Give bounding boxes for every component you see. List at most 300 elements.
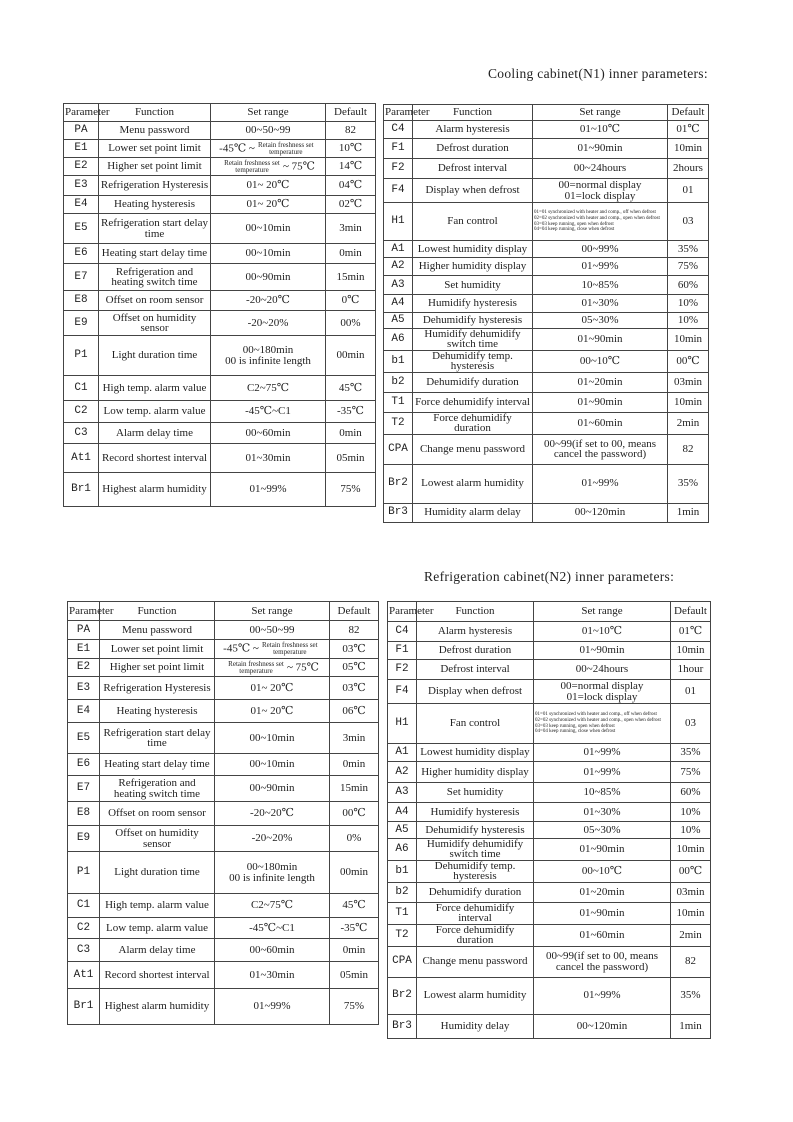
param-function: Change menu password: [417, 946, 534, 977]
param-default: 45℃: [326, 376, 376, 401]
param-function: Refrigeration Hysteresis: [100, 677, 215, 700]
param-set-range: -20~20℃: [215, 802, 330, 826]
param-set-range: 00~50~99: [215, 621, 330, 640]
table-row: [68, 723, 379, 754]
param-default: -35℃: [330, 918, 379, 939]
param-set-range: -20~20℃: [211, 291, 326, 311]
table-row: [68, 894, 379, 918]
table-row: [388, 622, 711, 642]
param-set-range: 01~90min: [534, 839, 671, 861]
table-row: [388, 860, 711, 882]
param-default: 01℃: [671, 622, 711, 642]
table-row: [68, 659, 379, 677]
param-set-range: 00~10min: [211, 214, 326, 244]
param-code: E6: [64, 244, 99, 264]
param-set-range: 00~60min: [215, 939, 330, 962]
table-row: [384, 412, 709, 434]
header-row: [68, 602, 379, 621]
param-set-range: 10~85%: [534, 783, 671, 803]
param-code: A2: [384, 258, 413, 276]
param-code: E1: [68, 640, 100, 659]
param-default: 1hour: [671, 660, 711, 680]
param-function: Humidity alarm delay: [413, 503, 533, 522]
param-set-range: -45℃~C1: [211, 401, 326, 423]
param-function: Lowest humidity display: [417, 744, 534, 762]
table-row: [68, 802, 379, 826]
param-default: 05min: [326, 444, 376, 473]
fan-mode-option: 04=04 keep running, close when defrost: [535, 729, 616, 735]
param-set-range: 01~99%: [533, 258, 668, 276]
table-row: [64, 376, 376, 401]
param-function: Menu password: [100, 621, 215, 640]
param-set-range: 00~60min: [211, 423, 326, 444]
range-value: -45℃ ~: [223, 642, 259, 655]
param-set-range: 00~120min: [533, 503, 668, 522]
param-set-range: 01~99%: [534, 762, 671, 783]
param-default: 0min: [326, 423, 376, 444]
param-set-range: C2~75℃: [215, 894, 330, 918]
param-default: 00℃: [668, 350, 709, 372]
param-code: A4: [388, 803, 417, 822]
table-row: [388, 783, 711, 803]
range-note: Retain freshness set temperature: [224, 158, 280, 174]
table-row: [384, 159, 709, 179]
param-default: 75%: [330, 989, 379, 1025]
param-function: Heating start delay time: [99, 244, 211, 264]
table-row: [64, 176, 376, 196]
param-set-range: 01~20min: [534, 882, 671, 902]
param-function: Humidify dehumidify switch time: [417, 839, 534, 861]
range-note: Retain freshness set temperature: [262, 641, 318, 656]
param-code: CPA: [384, 434, 413, 464]
param-function: Offset on humidity sensor: [100, 826, 215, 852]
param-code: Br2: [388, 977, 417, 1014]
param-code: E5: [64, 214, 99, 244]
param-function: Higher humidity display: [417, 762, 534, 783]
table-row: [68, 939, 379, 962]
param-function: Refrigeration Hysteresis: [99, 176, 211, 196]
section-title: Refrigeration cabinet(N2) inner parameters:: [424, 569, 675, 584]
table-row: [64, 214, 376, 244]
param-set-range: 01~99%: [534, 977, 671, 1014]
param-set-range: 01~30%: [533, 295, 668, 313]
fan-mode-option: 03=03 keep running, open when defrost: [534, 221, 614, 227]
param-function: Heating start delay time: [100, 754, 215, 776]
param-code: E8: [68, 802, 100, 826]
table-row: [68, 621, 379, 640]
param-set-range: 01~99%: [533, 464, 668, 503]
fan-mode-option: 02=02 synchronized with heater and comp., open when defrost: [534, 215, 660, 221]
table-row: [384, 464, 709, 503]
param-set-range: 01~ 20℃: [211, 196, 326, 214]
param-code: CPA: [388, 946, 417, 977]
param-code: F2: [388, 660, 417, 680]
param-set-range: [211, 140, 326, 158]
table-row: [64, 140, 376, 158]
table-row: [384, 295, 709, 313]
param-code: C1: [68, 894, 100, 918]
param-function: Set humidity: [417, 783, 534, 803]
param-code: A5: [384, 313, 413, 329]
param-function: Fan control: [413, 203, 533, 241]
table-row: [388, 744, 711, 762]
param-code: Br1: [68, 989, 100, 1025]
table-row: [384, 434, 709, 464]
param-function: Force dehumidify duration: [413, 412, 533, 434]
param-function: Lowest alarm humidity: [413, 464, 533, 503]
table-row: [388, 822, 711, 839]
header-parameter: Parameter: [68, 602, 100, 621]
table-row: [384, 241, 709, 258]
param-function: Highest alarm humidity: [100, 989, 215, 1025]
range-note: Retain freshness set temperature: [258, 140, 314, 156]
param-default: 0℃: [326, 291, 376, 311]
param-set-range: 01~99%: [211, 473, 326, 507]
param-code: E2: [64, 158, 99, 176]
range-line: 00 is infinite length: [225, 354, 311, 367]
header-set-range: Set range: [211, 104, 326, 122]
param-default: 10min: [668, 329, 709, 351]
param-function: Humidity delay: [417, 1014, 534, 1038]
param-set-range: 01~60min: [534, 924, 671, 946]
table-row: [384, 503, 709, 522]
param-code: Br3: [384, 503, 413, 522]
param-function: Alarm hysteresis: [413, 121, 533, 139]
param-set-range: 00~10min: [215, 723, 330, 754]
param-code: F4: [388, 680, 417, 704]
param-function: Defrost interval: [417, 660, 534, 680]
param-set-range: 00~10min: [215, 754, 330, 776]
param-set-range: 00~90min: [211, 264, 326, 291]
param-set-range: 05~30%: [534, 822, 671, 839]
table-row: [384, 350, 709, 372]
param-function: Dehumidify duration: [413, 372, 533, 392]
param-function: Dehumidify temp. hysteresis: [413, 350, 533, 372]
param-default: 2min: [671, 924, 711, 946]
param-set-range: [211, 336, 326, 376]
param-function: Lowest alarm humidity: [417, 977, 534, 1014]
range-line: cancel the password): [553, 448, 647, 461]
header-default: Default: [330, 602, 379, 621]
param-set-range: -20~20%: [211, 311, 326, 336]
param-code: F1: [388, 642, 417, 660]
header-set-range: Set range: [215, 602, 330, 621]
range-value: ~ 75℃: [282, 160, 315, 173]
param-default: 2hours: [668, 159, 709, 179]
param-function: Refrigeration and heating switch time: [100, 776, 215, 802]
param-code: E9: [68, 826, 100, 852]
param-default: 35%: [668, 241, 709, 258]
param-default: 10%: [671, 822, 711, 839]
param-code: T1: [384, 392, 413, 412]
param-function: Humidify hysteresis: [413, 295, 533, 313]
param-function: Dehumidify hysteresis: [413, 313, 533, 329]
param-function: Low temp. alarm value: [100, 918, 215, 939]
param-default: 75%: [671, 762, 711, 783]
param-code: A6: [388, 839, 417, 861]
param-code: E5: [68, 723, 100, 754]
param-default: 15min: [330, 776, 379, 802]
param-set-range: 01~90min: [533, 329, 668, 351]
param-function: Force dehumidify duration: [417, 924, 534, 946]
table-row: [384, 276, 709, 295]
param-code: E7: [64, 264, 99, 291]
param-code: Br2: [384, 464, 413, 503]
table-row: [388, 803, 711, 822]
param-default: 10min: [668, 392, 709, 412]
table-row: [384, 258, 709, 276]
param-function: Lowest humidity display: [413, 241, 533, 258]
param-code: A3: [384, 276, 413, 295]
range-value: ~ 75℃: [286, 661, 319, 674]
param-function: Higher set point limit: [100, 659, 215, 677]
param-default: 35%: [671, 744, 711, 762]
param-function: Fan control: [417, 704, 534, 744]
param-default: 01℃: [668, 121, 709, 139]
range-line: 00=normal display: [558, 179, 642, 192]
param-set-range: 00~24hours: [534, 660, 671, 680]
table-row: [64, 122, 376, 140]
param-set-range: 01~10℃: [533, 121, 668, 139]
param-code: A1: [384, 241, 413, 258]
parameter-table-right: [383, 104, 709, 523]
param-code: At1: [64, 444, 99, 473]
table-row: [388, 977, 711, 1014]
table-row: [388, 946, 711, 977]
param-function: Refrigeration start delay time: [100, 723, 215, 754]
param-default: 10%: [671, 803, 711, 822]
param-code: E6: [68, 754, 100, 776]
param-function: Low temp. alarm value: [99, 401, 211, 423]
param-default: 10min: [671, 902, 711, 924]
param-default: 03min: [671, 882, 711, 902]
parameter-table-left: [63, 103, 376, 507]
param-default: 02℃: [326, 196, 376, 214]
param-function: Higher set point limit: [99, 158, 211, 176]
param-code: b1: [384, 350, 413, 372]
param-set-range: 00~10min: [211, 244, 326, 264]
table-row: [68, 640, 379, 659]
fan-mode-option: 01=01 synchronized with heater and comp., off when defrost: [535, 712, 657, 717]
param-default: 00℃: [330, 802, 379, 826]
param-default: 3min: [330, 723, 379, 754]
param-function: Force dehumidify interval: [417, 902, 534, 924]
param-set-range: [533, 179, 668, 203]
param-code: A4: [384, 295, 413, 313]
table-row: [384, 121, 709, 139]
table-row: [388, 762, 711, 783]
param-set-range: 05~30%: [533, 313, 668, 329]
param-default: 82: [668, 434, 709, 464]
table-row: [68, 826, 379, 852]
param-default: 1min: [668, 503, 709, 522]
param-default: 10%: [668, 295, 709, 313]
param-default: 35%: [671, 977, 711, 1014]
param-set-range: [533, 203, 668, 241]
section-title: Cooling cabinet(N1) inner parameters:: [488, 66, 708, 81]
param-code: A2: [388, 762, 417, 783]
param-function: Heating hysteresis: [100, 700, 215, 723]
param-code: E1: [64, 140, 99, 158]
fan-mode-option: 03=03 keep running, open when defrost: [535, 723, 615, 729]
table-row: [388, 660, 711, 680]
param-function: Alarm delay time: [99, 423, 211, 444]
header-set-range: Set range: [533, 105, 668, 121]
param-code: b1: [388, 860, 417, 882]
param-default: 10min: [671, 642, 711, 660]
param-default: 3min: [326, 214, 376, 244]
table-row: [388, 839, 711, 861]
header-default: Default: [668, 105, 709, 121]
table-row: [388, 924, 711, 946]
param-default: 00min: [326, 336, 376, 376]
param-default: 0min: [330, 939, 379, 962]
param-function: Menu password: [99, 122, 211, 140]
param-default: -35℃: [326, 401, 376, 423]
header-default: Default: [671, 602, 711, 622]
param-code: C2: [64, 401, 99, 423]
param-code: At1: [68, 962, 100, 989]
table-row: [68, 776, 379, 802]
param-default: 2min: [668, 412, 709, 434]
param-code: T2: [388, 924, 417, 946]
param-default: 0min: [330, 754, 379, 776]
param-code: C4: [388, 622, 417, 642]
table-row: [388, 902, 711, 924]
fan-mode-option: 02=02 synchronized with heater and comp., open when defrost: [535, 717, 661, 723]
param-default: 05℃: [330, 659, 379, 677]
table-row: [384, 329, 709, 351]
param-function: Refrigeration start delay time: [99, 214, 211, 244]
table-row: [64, 444, 376, 473]
param-code: T2: [384, 412, 413, 434]
table-row: [68, 962, 379, 989]
header-row: [388, 602, 711, 622]
range-line: 01=lock display: [566, 690, 638, 703]
table-row: [384, 139, 709, 159]
param-function: Change menu password: [413, 434, 533, 464]
param-code: C1: [64, 376, 99, 401]
table-row: [64, 291, 376, 311]
param-default: 10min: [668, 139, 709, 159]
table-row: [68, 918, 379, 939]
param-function: Defrost interval: [413, 159, 533, 179]
param-function: High temp. alarm value: [100, 894, 215, 918]
param-default: 00℃: [671, 860, 711, 882]
table-row: [68, 700, 379, 723]
param-set-range: [215, 659, 330, 677]
param-code: E3: [68, 677, 100, 700]
table-row: [388, 882, 711, 902]
param-set-range: 01~ 20℃: [211, 176, 326, 196]
param-set-range: -20~20%: [215, 826, 330, 852]
param-function: High temp. alarm value: [99, 376, 211, 401]
param-set-range: -45℃~C1: [215, 918, 330, 939]
table-row: [68, 754, 379, 776]
param-default: 01: [668, 179, 709, 203]
table-row: [388, 680, 711, 704]
param-code: F2: [384, 159, 413, 179]
param-function: Offset on humidity sensor: [99, 311, 211, 336]
param-set-range: [534, 946, 671, 977]
param-code: PA: [68, 621, 100, 640]
param-function: Offset on room sensor: [99, 291, 211, 311]
table-row: [64, 401, 376, 423]
param-function: Dehumidify hysteresis: [417, 822, 534, 839]
param-code: E7: [68, 776, 100, 802]
table-row: [64, 244, 376, 264]
param-set-range: 01~30%: [534, 803, 671, 822]
header-parameter: Parameter: [388, 602, 417, 622]
parameter-table-right: [387, 601, 711, 1039]
table-row: [384, 372, 709, 392]
header-default: Default: [326, 104, 376, 122]
param-set-range: 01~90min: [533, 139, 668, 159]
param-set-range: 01~90min: [534, 902, 671, 924]
param-code: Br1: [64, 473, 99, 507]
param-set-range: 00~120min: [534, 1014, 671, 1038]
param-default: 82: [326, 122, 376, 140]
param-default: 03: [671, 704, 711, 744]
param-code: A3: [388, 783, 417, 803]
param-function: Defrost duration: [413, 139, 533, 159]
table-row: [388, 642, 711, 660]
header-function: Function: [417, 602, 534, 622]
param-function: Record shortest interval: [100, 962, 215, 989]
param-code: C4: [384, 121, 413, 139]
param-function: Light duration time: [100, 852, 215, 894]
param-default: 35%: [668, 464, 709, 503]
table-row: [388, 704, 711, 744]
param-default: 03: [668, 203, 709, 241]
range-value: -45℃ ~: [219, 142, 255, 155]
param-function: Alarm delay time: [100, 939, 215, 962]
param-code: E4: [68, 700, 100, 723]
header-parameter: Parameter: [384, 105, 413, 121]
table-row: [64, 423, 376, 444]
param-code: T1: [388, 902, 417, 924]
table-row: [68, 852, 379, 894]
param-set-range: 01~60min: [533, 412, 668, 434]
param-code: F4: [384, 179, 413, 203]
param-code: H1: [384, 203, 413, 241]
param-set-range: 01~30min: [215, 962, 330, 989]
param-code: C3: [68, 939, 100, 962]
parameter-table-left: [67, 601, 379, 1025]
param-set-range: 00~99%: [533, 241, 668, 258]
table-row: [384, 392, 709, 412]
param-code: A6: [384, 329, 413, 351]
param-default: 03min: [668, 372, 709, 392]
range-line: 00~99(if set to 00, means: [546, 950, 658, 963]
param-default: 10℃: [326, 140, 376, 158]
param-function: Humidify dehumidify switch time: [413, 329, 533, 351]
header-parameter: Parameter: [64, 104, 99, 122]
range-line: cancel the password): [555, 960, 649, 973]
param-set-range: 00~10℃: [533, 350, 668, 372]
table-row: [68, 677, 379, 700]
param-set-range: [215, 640, 330, 659]
param-code: F1: [384, 139, 413, 159]
param-code: PA: [64, 122, 99, 140]
header-row: [384, 105, 709, 121]
param-set-range: 01~90min: [533, 392, 668, 412]
param-code: C3: [64, 423, 99, 444]
table-row: [384, 313, 709, 329]
param-set-range: [534, 704, 671, 744]
param-default: 03℃: [330, 640, 379, 659]
param-set-range: 01~ 20℃: [215, 677, 330, 700]
